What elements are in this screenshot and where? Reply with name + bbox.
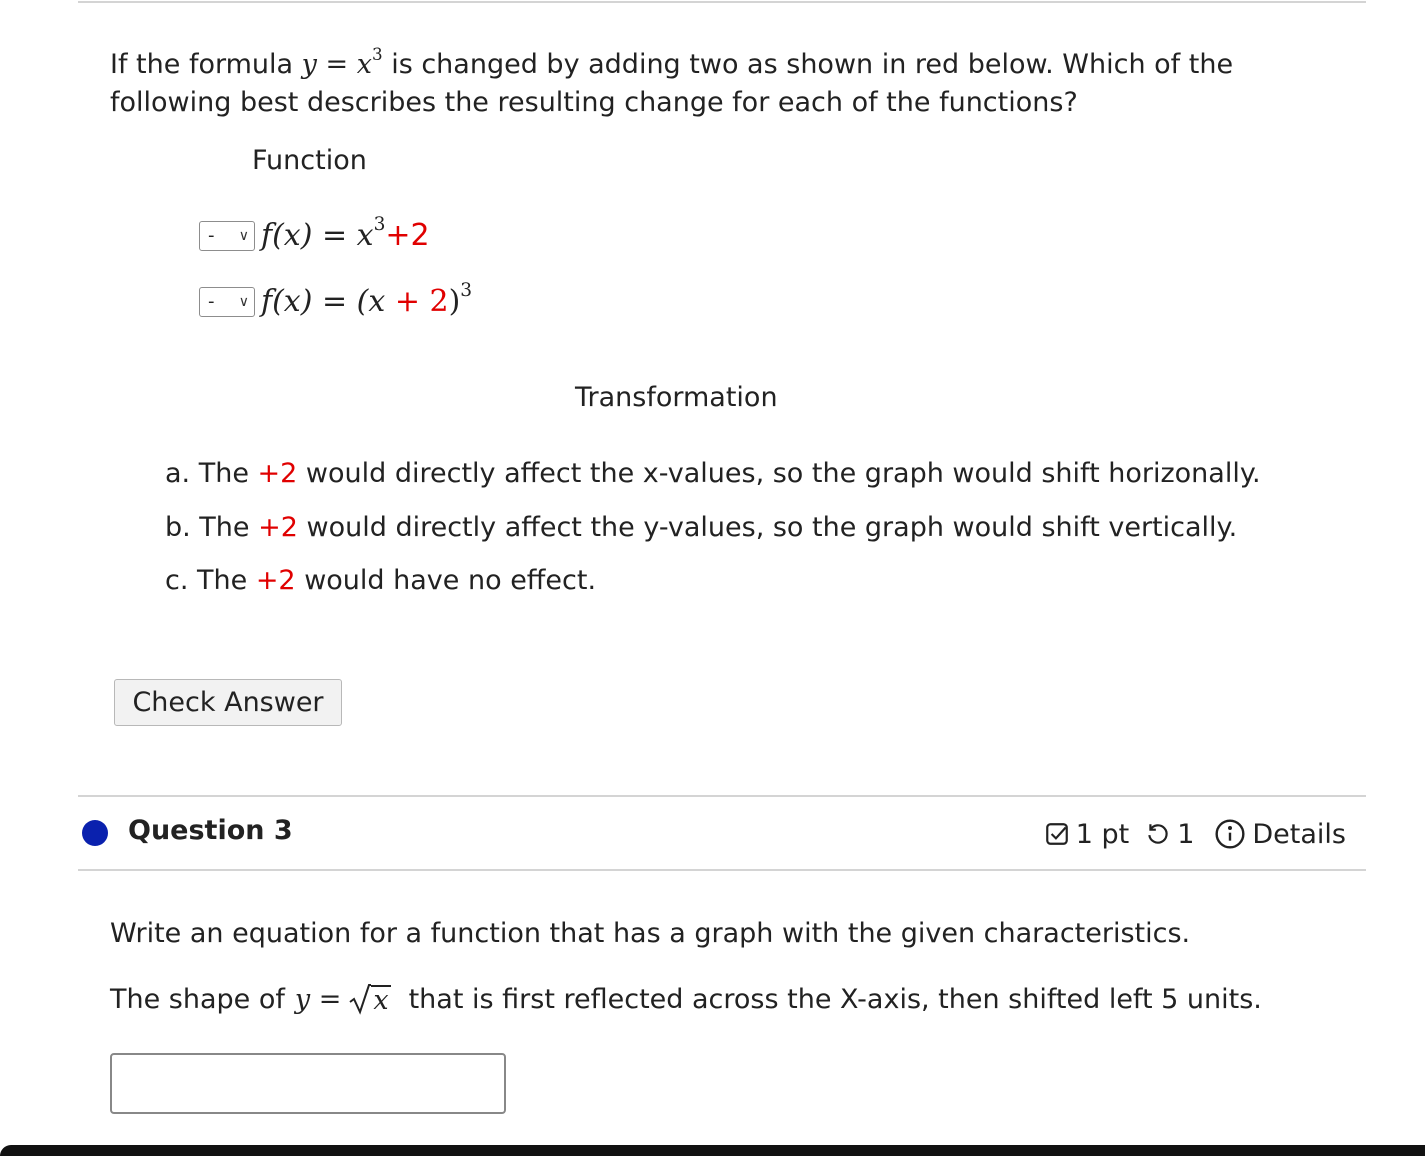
info-icon[interactable] (1214, 818, 1246, 850)
question-3-shape (110, 983, 1262, 1015)
select-value: - (208, 225, 215, 246)
sqrt-expression (349, 983, 390, 1015)
option-b: b. The +2 would directly affect the y-values, so the graph would shift vertically. (165, 512, 1238, 543)
function-row-1 (199, 214, 430, 253)
chevron-down-icon: ∨ (238, 227, 249, 244)
transformation-select-1[interactable] (199, 221, 255, 251)
shape-formula-lhs: y = (294, 983, 342, 1015)
check-answer-button[interactable]: Check Answer (114, 679, 342, 726)
shape-suffix: that is first reflected across the X-axis, then shifted left 5 units. (408, 983, 1262, 1015)
question-3-top-divider (78, 795, 1366, 797)
transformation-heading: Transformation (575, 382, 778, 413)
option-c: c. The +2 would have no effect. (165, 565, 597, 596)
retry-icon (1145, 821, 1171, 847)
window-bottom-edge (0, 1145, 1425, 1156)
details-link[interactable]: Details (1252, 818, 1346, 850)
sqrt-radicand: x (373, 985, 389, 1016)
radical-sign-icon (349, 983, 371, 1015)
checkbox-icon (1044, 821, 1070, 847)
question-2-intro (110, 38, 1360, 122)
answer-input[interactable] (110, 1053, 506, 1114)
status-dot-icon (82, 820, 108, 846)
points-label: 1 pt (1075, 818, 1130, 850)
shape-prefix: The shape of (110, 983, 285, 1015)
intro-text-end: is changed by adding two as shown in red below. Which of the following best describes the resulting change for each of the functions? (110, 49, 1234, 118)
select-value: - (208, 291, 215, 312)
option-a: a. The +2 would directly affect the x-values, so the graph would shift horizonally. (165, 458, 1261, 489)
question-3-prompt: Write an equation for a function that has a graph with the given characteristics. (110, 918, 1191, 949)
chevron-down-icon: ∨ (238, 293, 249, 310)
intro-formula: $y = x^3$ (301, 43, 383, 80)
attempts-label: 1 (1177, 818, 1195, 850)
transformation-select-2[interactable] (199, 287, 255, 317)
function-expression-1: $f(x) = x^3+2$ (261, 214, 430, 253)
function-heading: Function (252, 145, 367, 176)
question-3-meta (1044, 818, 1346, 850)
question-3-title: Question 3 (128, 815, 293, 846)
question-3-bottom-divider (78, 869, 1366, 871)
function-row-2 (199, 280, 473, 319)
top-divider (78, 1, 1366, 3)
function-expression-2: $f(x) = (x + 2)^3$ (261, 280, 473, 319)
intro-text-start: If the formula (110, 49, 294, 80)
